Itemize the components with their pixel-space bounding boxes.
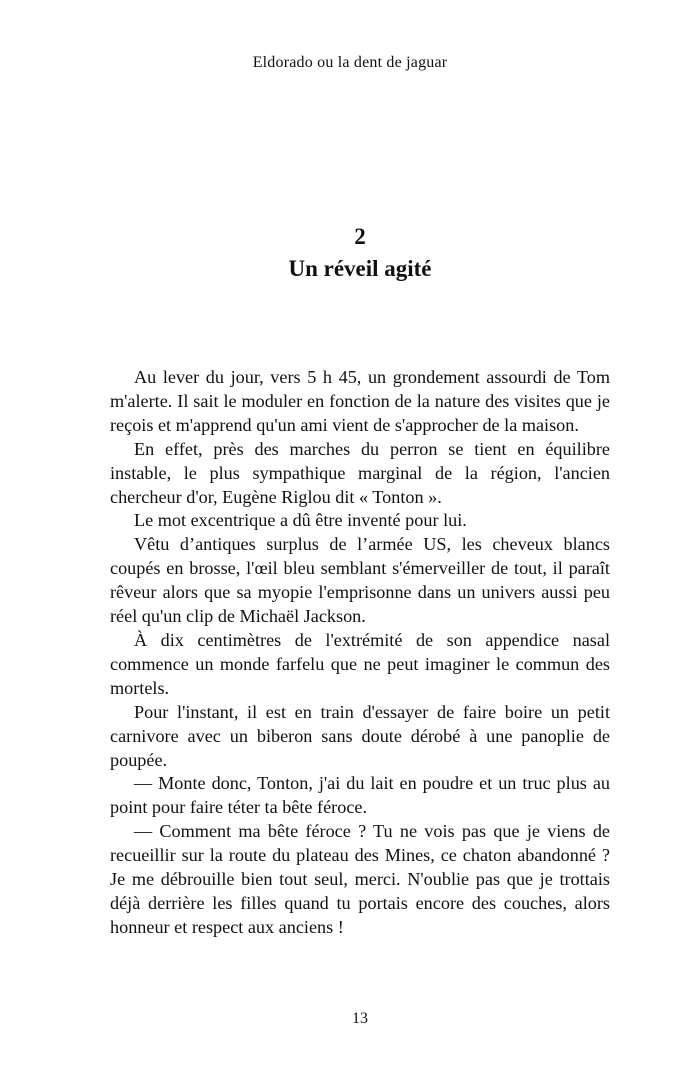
paragraph: Vêtu d’antiques surplus de l’armée US, les cheveux blancs coupés en brosse, l'œil bleu semblant s'émerveiller de tout, il paraît rêveur alors que sa myopie l'emprisonne dans un univers aussi peu réel qu'un clip de Michaël Jackson. bbox=[110, 534, 610, 627]
dialogue-paragraph: — Monte donc, Tonton, j'ai du lait en poudre et un truc plus au point pour faire téter ta bête féroce. bbox=[110, 773, 610, 818]
body-text bbox=[110, 366, 610, 940]
paragraph: À dix centimètres de l'extrémité de son appendice nasal commence un monde farfelu que ne peut imaginer le commun des mortels. bbox=[110, 629, 610, 698]
paragraph: Le mot excentrique a dû être inventé pour lui. bbox=[134, 510, 467, 531]
chapter-number: 2 bbox=[354, 224, 366, 249]
page-number: 13 bbox=[352, 1010, 368, 1027]
paragraph: Au lever du jour, vers 5 h 45, un grondement assourdi de Tom m'alerte. Il sait le moduler en fonction de la nature des visites que je reçois et m'apprend qu'un ami vient de s'approcher de la maison. bbox=[110, 367, 610, 435]
paragraph: En effet, près des marches du perron se tient en équilibre instable, le plus sympathique marginal de la région, l'ancien chercheur d'or, Eugène Riglou dit « Tonton ». bbox=[110, 438, 610, 507]
chapter-heading bbox=[0, 222, 700, 286]
chapter-title: Un réveil agité bbox=[288, 256, 432, 281]
paragraph: Pour l'instant, il est en train d'essayer de faire boire un petit carnivore avec un biberon sans doute dérobé à une panoplie de poupée. bbox=[110, 701, 610, 770]
running-head: Eldorado ou la dent de jaguar bbox=[252, 54, 448, 71]
dialogue-paragraph: — Comment ma bête féroce ? Tu ne vois pas que je viens de recueillir sur la route du plateau des Mines, ce chaton abandonné ? Je me débrouille bien tout seul, merci. N'oublie pas que je trottais déjà derrière les filles quand tu portais encore des couches, alors honneur et respect aux anciens ! bbox=[110, 821, 610, 937]
